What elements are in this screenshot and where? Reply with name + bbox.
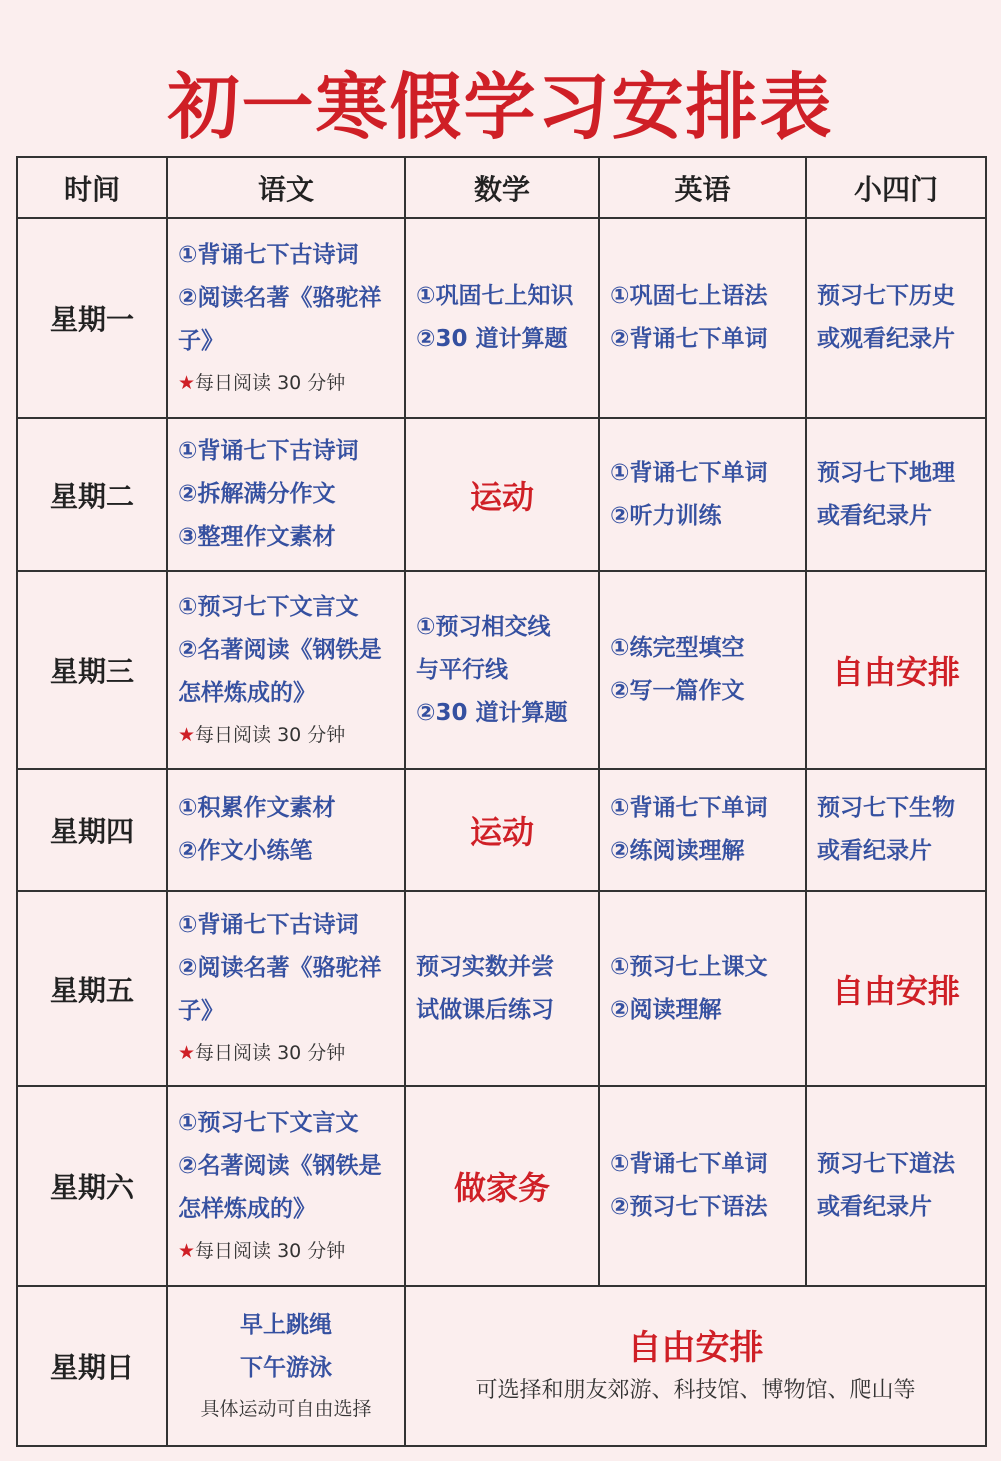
- task-line: 怎样炼成的》: [178, 1195, 316, 1222]
- day-label: 星期二: [17, 418, 167, 571]
- task-line: 预习实数并尝: [416, 953, 554, 980]
- task-line: ②听力训练: [610, 502, 722, 529]
- reading-note: ★每日阅读 30 分钟: [178, 1239, 346, 1262]
- header-row: [17, 157, 986, 218]
- task-line: ①预习七上课文: [610, 953, 768, 980]
- chinese-cell: [167, 571, 405, 769]
- minor-cell: [806, 218, 986, 418]
- task-line: ①预习相交线: [416, 613, 551, 640]
- task-line: 子》: [178, 998, 224, 1024]
- day-label: 星期六: [17, 1086, 167, 1286]
- activity-note: 具体运动可自由选择: [200, 1398, 372, 1420]
- minor-cell: [806, 769, 986, 891]
- task-line: 试做课后练习: [416, 996, 554, 1023]
- task-line: ②拆解满分作文: [178, 481, 336, 507]
- task-line: ①背诵七下单词: [610, 1151, 768, 1177]
- math-cell: 运动: [405, 769, 599, 891]
- task-line: 预习七下生物: [817, 795, 955, 821]
- reading-note: ★每日阅读 30 分钟: [178, 1042, 346, 1064]
- task-line: ①积累作文素材: [178, 795, 336, 821]
- task-line: ①背诵七下单词: [610, 795, 768, 821]
- task-line: ②背诵七下单词: [610, 326, 768, 352]
- header-chinese: 语文: [167, 157, 405, 218]
- chinese-cell: [167, 769, 405, 891]
- english-cell: [599, 1086, 806, 1286]
- chinese-cell: [167, 1286, 405, 1446]
- task-line: ②30 道计算题: [416, 699, 568, 726]
- free-arrangement-title: 自由安排: [627, 1328, 764, 1368]
- minor-cell: [806, 418, 986, 571]
- task-line: ①预习七下文言文: [178, 593, 359, 620]
- row-tuesday: [17, 418, 986, 571]
- english-cell: [599, 571, 806, 769]
- task-line: 下午游泳: [240, 1355, 332, 1381]
- row-sunday: [17, 1286, 986, 1446]
- schedule-table: [16, 156, 987, 1447]
- header-minor: 小四门: [806, 157, 986, 218]
- task-line: ②阅读理解: [610, 996, 722, 1023]
- task-line: 或观看纪录片: [817, 326, 955, 352]
- english-cell: [599, 418, 806, 571]
- minor-cell: 自由安排: [806, 891, 986, 1086]
- day-label: 星期三: [17, 571, 167, 769]
- star-icon: ★: [178, 723, 196, 746]
- task-line: ②名著阅读《钢铁是: [178, 1152, 382, 1179]
- star-icon: ★: [178, 371, 196, 394]
- task-line: 早上跳绳: [240, 1312, 332, 1338]
- header-english: 英语: [599, 157, 806, 218]
- task-line: ②阅读名著《骆驼祥: [178, 955, 382, 981]
- day-label: 星期日: [17, 1286, 167, 1446]
- star-icon: ★: [178, 1239, 196, 1262]
- english-cell: [599, 769, 806, 891]
- math-cell: [405, 218, 599, 418]
- header-math: 数学: [405, 157, 599, 218]
- task-line: ②练阅读理解: [610, 838, 745, 864]
- day-label: 星期五: [17, 891, 167, 1086]
- row-saturday: [17, 1086, 986, 1286]
- math-cell: [405, 571, 599, 769]
- free-arrangement-cell: [405, 1286, 986, 1446]
- task-line: 或看纪录片: [817, 502, 932, 529]
- task-line: ②名著阅读《钢铁是: [178, 636, 382, 663]
- reading-note: ★每日阅读 30 分钟: [178, 723, 346, 746]
- chinese-cell: [167, 418, 405, 571]
- math-cell: 运动: [405, 418, 599, 571]
- task-line: ①巩固七上知识: [416, 283, 574, 309]
- task-line: ①预习七下文言文: [178, 1109, 359, 1136]
- minor-cell: 自由安排: [806, 571, 986, 769]
- task-line: ②阅读名著《骆驼祥: [178, 284, 382, 311]
- day-label: 星期一: [17, 218, 167, 418]
- task-line: 预习七下历史: [817, 283, 955, 309]
- chinese-cell: [167, 891, 405, 1086]
- header-time: 时间: [17, 157, 167, 218]
- task-line: ①背诵七下古诗词: [178, 241, 359, 268]
- row-friday: [17, 891, 986, 1086]
- free-arrangement-desc: 可选择和朋友郊游、科技馆、博物馆、爬山等: [475, 1378, 916, 1403]
- task-line: 预习七下道法: [817, 1151, 955, 1177]
- row-wednesday: [17, 571, 986, 769]
- day-label: 星期四: [17, 769, 167, 891]
- task-line: 子》: [178, 327, 224, 354]
- task-line: ①背诵七下古诗词: [178, 912, 359, 938]
- chinese-cell: [167, 1086, 405, 1286]
- task-line: ③整理作文素材: [178, 524, 336, 550]
- task-line: 预习七下地理: [817, 459, 955, 486]
- star-icon: ★: [178, 1042, 196, 1064]
- english-cell: [599, 218, 806, 418]
- task-line: ①背诵七下单词: [610, 459, 768, 486]
- chinese-cell: [167, 218, 405, 418]
- task-line: 或看纪录片: [817, 838, 932, 864]
- row-thursday: [17, 769, 986, 891]
- task-line: ①练完型填空: [610, 635, 745, 661]
- task-line: 怎样炼成的》: [178, 679, 316, 706]
- reading-note: ★每日阅读 30 分钟: [178, 371, 346, 394]
- task-line: 或看纪录片: [817, 1194, 932, 1220]
- task-line: ②写一篇作文: [610, 678, 745, 704]
- task-line: ①巩固七上语法: [610, 283, 768, 309]
- task-line: ②30 道计算题: [416, 326, 568, 352]
- math-cell: 做家务: [405, 1086, 599, 1286]
- row-monday: [17, 218, 986, 418]
- task-line: ②预习七下语法: [610, 1194, 768, 1220]
- task-line: 与平行线: [416, 656, 508, 683]
- minor-cell: [806, 1086, 986, 1286]
- task-line: ①背诵七下古诗词: [178, 438, 359, 464]
- math-cell: [405, 891, 599, 1086]
- task-line: ②作文小练笔: [178, 838, 313, 864]
- page-title: 初一寒假学习安排表: [167, 64, 834, 149]
- english-cell: [599, 891, 806, 1086]
